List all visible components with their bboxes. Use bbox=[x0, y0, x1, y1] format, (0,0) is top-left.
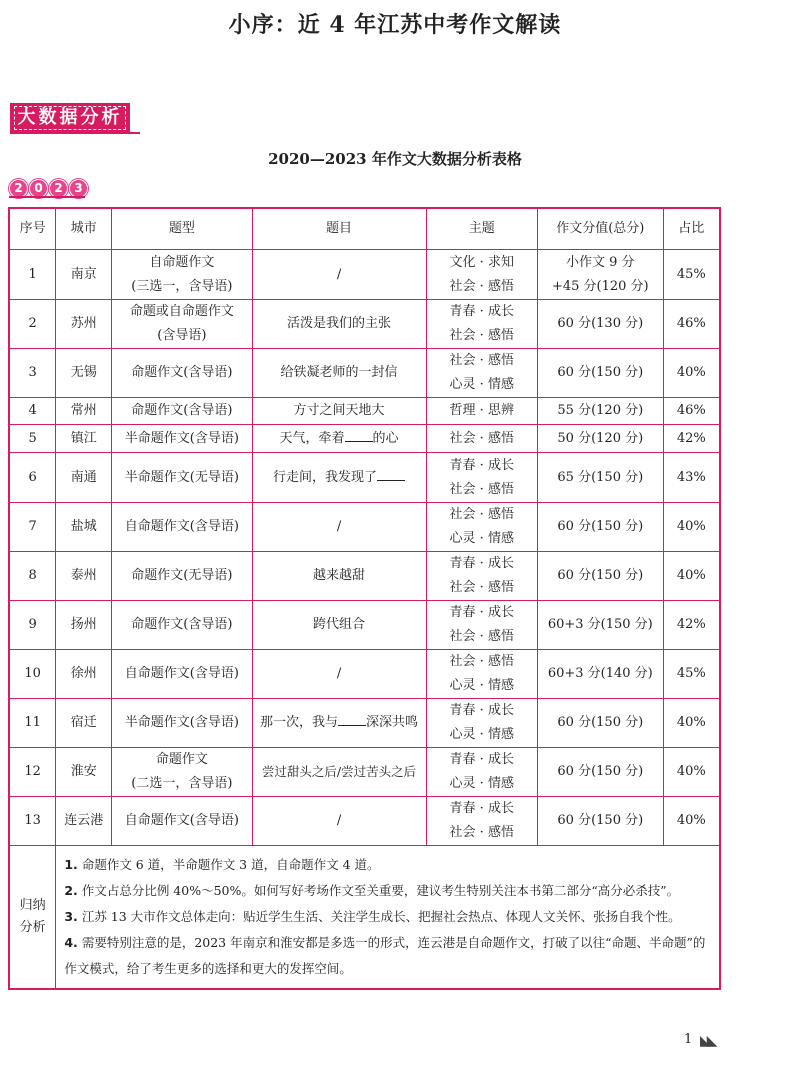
year-underline bbox=[9, 196, 85, 198]
cell-city: 无锡 bbox=[56, 349, 112, 398]
cell-type bbox=[112, 300, 252, 349]
type-line: 命题或自命题作文 bbox=[129, 304, 234, 319]
note-text: 作文占总分比例 40%～50%。如何写好考场作文至关重要，建议考生特别关注本书第二部分“高分必杀技”。 bbox=[81, 883, 680, 898]
cell-city: 扬州 bbox=[56, 601, 112, 650]
note-item bbox=[64, 852, 711, 878]
cell-ratio: 45% bbox=[663, 250, 720, 300]
cell-topic: / bbox=[252, 797, 426, 846]
theme-line: 青春 · 成长 bbox=[449, 605, 514, 620]
type-line: (含导语) bbox=[157, 328, 207, 343]
cell-type: 半命题作文(含导语) bbox=[112, 699, 252, 748]
cell-topic: 尝过甜头之后/尝过苦头之后 bbox=[252, 748, 426, 797]
cell-score: 55 分(120 分) bbox=[538, 398, 664, 425]
cell-no: 8 bbox=[9, 552, 56, 601]
analysis-label-line: 分析 bbox=[19, 920, 46, 935]
theme-line: 社会 · 感悟 bbox=[449, 507, 514, 522]
cell-score: 60+3 分(150 分) bbox=[538, 601, 664, 650]
analysis-label bbox=[9, 846, 56, 990]
cell-no: 1 bbox=[9, 250, 56, 300]
cell-no: 7 bbox=[9, 503, 56, 552]
cell-ratio: 42% bbox=[663, 425, 720, 453]
analysis-notes bbox=[56, 846, 720, 990]
cell-score: 50 分(120 分) bbox=[538, 425, 664, 453]
cell-city: 连云港 bbox=[56, 797, 112, 846]
cell-type: 自命题作文(含导语) bbox=[112, 650, 252, 699]
table-row bbox=[9, 748, 720, 797]
fill-blank bbox=[338, 711, 366, 726]
analysis-row bbox=[9, 846, 720, 990]
cell-score bbox=[538, 250, 664, 300]
topic-part: 那一次，我与 bbox=[260, 715, 339, 730]
theme-line: 心灵 · 情感 bbox=[449, 377, 514, 392]
table-row bbox=[9, 300, 720, 349]
cell-no: 10 bbox=[9, 650, 56, 699]
cell-score: 60 分(150 分) bbox=[538, 797, 664, 846]
theme-line: 心灵 · 情感 bbox=[449, 678, 514, 693]
note-item bbox=[64, 904, 711, 930]
col-header-topic: 题目 bbox=[252, 208, 426, 250]
topic-part: 行走间，我发现了 bbox=[273, 469, 378, 485]
section-banner bbox=[10, 103, 130, 133]
page-title: 小序：近 4 年江苏中考作文解读 bbox=[228, 12, 562, 38]
cell-topic: 跨代组合 bbox=[252, 601, 426, 650]
note-item bbox=[64, 878, 711, 904]
cell-theme bbox=[426, 453, 538, 503]
cell-type: 半命题作文(无导语) bbox=[112, 453, 252, 503]
cell-theme bbox=[426, 250, 538, 300]
col-header-type: 题型 bbox=[112, 208, 252, 250]
cell-topic: / bbox=[252, 650, 426, 699]
cell-theme bbox=[426, 601, 538, 650]
theme-line: 心灵 · 情感 bbox=[449, 727, 514, 742]
col-header-city: 城市 bbox=[56, 208, 112, 250]
cell-theme bbox=[426, 699, 538, 748]
theme-line: 青春 · 成长 bbox=[449, 304, 514, 319]
cell-ratio: 46% bbox=[663, 300, 720, 349]
type-line: 自命题作文 bbox=[149, 254, 215, 270]
theme-line: 社会 · 感悟 bbox=[449, 629, 514, 644]
cell-ratio: 40% bbox=[663, 797, 720, 846]
theme-line: 社会 · 感悟 bbox=[449, 328, 514, 343]
cell-ratio: 45% bbox=[663, 650, 720, 699]
year-digit: 0 bbox=[29, 179, 48, 198]
note-text: 命题作文 6 道，半命题作文 3 道，自命题作文 4 道。 bbox=[81, 857, 380, 872]
cell-topic: 越来越甜 bbox=[252, 552, 426, 601]
cell-type bbox=[112, 250, 252, 300]
cell-score: 60+3 分(140 分) bbox=[538, 650, 664, 699]
theme-line: 青春 · 成长 bbox=[449, 752, 514, 767]
cell-city: 徐州 bbox=[56, 650, 112, 699]
table-row bbox=[9, 650, 720, 699]
cell-city: 盐城 bbox=[56, 503, 112, 552]
topic-part: 天气，牵着 bbox=[279, 430, 345, 446]
table-row bbox=[9, 453, 720, 503]
table-row bbox=[9, 250, 720, 300]
cell-city: 南京 bbox=[56, 250, 112, 300]
cell-city: 南通 bbox=[56, 453, 112, 503]
table-row bbox=[9, 699, 720, 748]
note-number: 3. bbox=[64, 909, 78, 924]
cell-theme bbox=[426, 552, 538, 601]
cell-score: 60 分(150 分) bbox=[538, 503, 664, 552]
cell-city: 镇江 bbox=[56, 425, 112, 453]
cell-theme bbox=[426, 650, 538, 699]
cell-topic: 给铁凝老师的一封信 bbox=[252, 349, 426, 398]
type-line: (三选一，含导语) bbox=[131, 278, 233, 294]
analysis-label-line: 归纳 bbox=[19, 898, 46, 913]
cell-ratio: 40% bbox=[663, 748, 720, 797]
theme-line: 社会 · 感悟 bbox=[449, 278, 514, 294]
year-digit: 3 bbox=[69, 179, 88, 198]
cell-score: 60 分(150 分) bbox=[538, 349, 664, 398]
cell-no: 3 bbox=[9, 349, 56, 398]
cell-topic bbox=[252, 425, 426, 453]
table-row bbox=[9, 398, 720, 425]
cell-ratio: 43% bbox=[663, 453, 720, 503]
theme-line: 青春 · 成长 bbox=[449, 801, 514, 816]
theme-line: 心灵 · 情感 bbox=[449, 776, 514, 791]
year-digit: 2 bbox=[9, 179, 28, 198]
cell-no: 5 bbox=[9, 425, 56, 453]
cell-topic: / bbox=[252, 250, 426, 300]
theme-line: 青春 · 成长 bbox=[449, 703, 514, 718]
table-row bbox=[9, 503, 720, 552]
cell-score: 60 分(130 分) bbox=[538, 300, 664, 349]
cell-no: 13 bbox=[9, 797, 56, 846]
table-row bbox=[9, 797, 720, 846]
cell-type: 命题作文(含导语) bbox=[112, 601, 252, 650]
score-line: +45 分(120 分) bbox=[551, 278, 649, 294]
cell-city: 常州 bbox=[56, 398, 112, 425]
cell-type bbox=[112, 748, 252, 797]
cell-theme bbox=[426, 797, 538, 846]
cell-theme bbox=[426, 349, 538, 398]
cell-no: 11 bbox=[9, 699, 56, 748]
cell-score: 60 分(150 分) bbox=[538, 748, 664, 797]
cell-type: 命题作文(无导语) bbox=[112, 552, 252, 601]
type-line: 命题作文 bbox=[155, 752, 208, 767]
cell-topic: 方寸之间天地大 bbox=[252, 398, 426, 425]
theme-line: 心灵 · 情感 bbox=[449, 531, 514, 546]
theme-line: 社会 · 感悟 bbox=[449, 481, 514, 497]
cell-theme bbox=[426, 503, 538, 552]
note-text: 需要特别注意的是，2023 年南京和淮安都是多选一的形式，连云港是自命题作文，打破了以往“命题、半命题”的作文模式，给了考生更多的选择和更大的发挥空间。 bbox=[64, 935, 706, 976]
note-number: 1. bbox=[64, 857, 78, 872]
cell-city: 宿迁 bbox=[56, 699, 112, 748]
theme-line: 社会 · 感悟 bbox=[449, 654, 514, 669]
section-label: 大数据分析 bbox=[17, 107, 123, 128]
cell-no: 12 bbox=[9, 748, 56, 797]
cell-ratio: 40% bbox=[663, 699, 720, 748]
cell-city: 泰州 bbox=[56, 552, 112, 601]
table-title: 2020—2023 年作文大数据分析表格 bbox=[268, 150, 522, 168]
cell-ratio: 42% bbox=[663, 601, 720, 650]
cell-theme bbox=[426, 300, 538, 349]
cell-ratio: 40% bbox=[663, 552, 720, 601]
col-header-no: 序号 bbox=[9, 208, 56, 250]
cell-theme bbox=[426, 748, 538, 797]
cell-ratio: 40% bbox=[663, 349, 720, 398]
cell-no: 6 bbox=[9, 453, 56, 503]
cell-score: 60 分(150 分) bbox=[538, 552, 664, 601]
cell-topic bbox=[252, 453, 426, 503]
topic-part: 的心 bbox=[372, 430, 399, 446]
banner-underline bbox=[10, 132, 140, 134]
cell-no: 9 bbox=[9, 601, 56, 650]
col-header-theme: 主题 bbox=[426, 208, 538, 250]
cell-topic: / bbox=[252, 503, 426, 552]
theme-line: 社会 · 感悟 bbox=[449, 580, 514, 595]
fill-blank bbox=[345, 427, 373, 442]
theme-line: 青春 · 成长 bbox=[449, 457, 514, 473]
cell-no: 2 bbox=[9, 300, 56, 349]
topic-part: 深深共鸣 bbox=[366, 715, 419, 730]
cell-theme: 社会 · 感悟 bbox=[426, 425, 538, 453]
cell-city: 苏州 bbox=[56, 300, 112, 349]
note-text: 江苏 13 大市作文总体走向：贴近学生生活、关注学生成长、把握社会热点、体现人文关怀、张扬自我个性。 bbox=[81, 909, 681, 924]
cell-score: 60 分(150 分) bbox=[538, 699, 664, 748]
table-row bbox=[9, 349, 720, 398]
theme-line: 文化 · 求知 bbox=[449, 254, 514, 270]
note-item bbox=[64, 930, 711, 982]
page-number: 1 bbox=[684, 1032, 693, 1047]
col-header-ratio: 占比 bbox=[663, 208, 720, 250]
type-line: (二选一，含导语) bbox=[131, 776, 233, 791]
cell-score: 65 分(150 分) bbox=[538, 453, 664, 503]
col-header-score: 作文分值(总分) bbox=[538, 208, 664, 250]
theme-line: 青春 · 成长 bbox=[449, 556, 514, 571]
cell-ratio: 40% bbox=[663, 503, 720, 552]
cell-topic: 活泼是我们的主张 bbox=[252, 300, 426, 349]
cell-no: 4 bbox=[9, 398, 56, 425]
cell-city: 淮安 bbox=[56, 748, 112, 797]
essay-data-table bbox=[8, 207, 721, 990]
cell-type: 自命题作文(含导语) bbox=[112, 503, 252, 552]
year-digit: 2 bbox=[49, 179, 68, 198]
page-decoration-icon: ◣◣ bbox=[700, 1033, 714, 1049]
score-line: 小作文 9 分 bbox=[566, 254, 635, 270]
table-row bbox=[9, 425, 720, 453]
cell-topic bbox=[252, 699, 426, 748]
cell-type: 自命题作文(含导语) bbox=[112, 797, 252, 846]
cell-type: 命题作文(含导语) bbox=[112, 398, 252, 425]
cell-type: 命题作文(含导语) bbox=[112, 349, 252, 398]
theme-line: 社会 · 感悟 bbox=[449, 353, 514, 368]
theme-line: 社会 · 感悟 bbox=[449, 825, 514, 840]
table-row bbox=[9, 552, 720, 601]
table-row bbox=[9, 601, 720, 650]
note-number: 2. bbox=[64, 883, 78, 898]
cell-theme: 哲理 · 思辨 bbox=[426, 398, 538, 425]
cell-ratio: 46% bbox=[663, 398, 720, 425]
fill-blank bbox=[377, 466, 405, 481]
cell-type: 半命题作文(含导语) bbox=[112, 425, 252, 453]
table-header-row bbox=[9, 208, 720, 250]
note-number: 4. bbox=[64, 935, 78, 950]
